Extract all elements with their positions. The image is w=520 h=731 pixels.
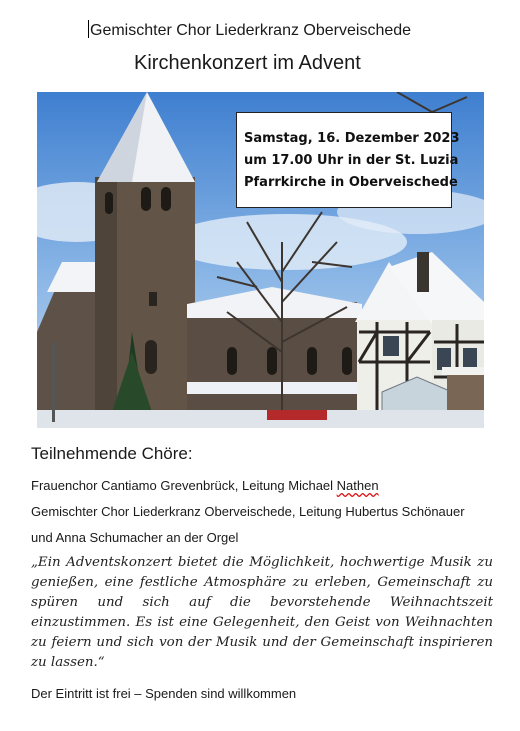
- event-details-box: [236, 112, 460, 208]
- advent-quote: „Ein Adventskonzert bietet die Möglichkeit, hochwertige Musik zu genießen, eine festliche Atmosphäre zu erleben, Gemeinschaft zu spüren und sich auf die bevorstehende Weihnachtszeit einzustimmen. Es ist eine Gelegenheit, den Geist von Weihnachten zu feiern und sich von der Musik und der Gemeinschaft inspirieren zu lassen.“: [31, 555, 493, 670]
- choir-line-2: Gemischter Chor Liederkranz Oberveischede, Leitung Hubertus Schönauer: [31, 504, 465, 519]
- choir-line-1: [31, 478, 379, 493]
- event-time-location: um 17.00 Uhr in der St. Luzia: [244, 153, 459, 168]
- conductor-name-misspelled: Nathen: [336, 478, 379, 493]
- organization-heading: [88, 20, 411, 40]
- organization-text: Gemischter Chor Liederkranz Oberveischede: [90, 22, 412, 39]
- participants-heading: Teilnehmende Chöre:: [31, 444, 193, 463]
- text-cursor: [88, 20, 89, 38]
- choir-line-3: und Anna Schumacher an der Orgel: [31, 530, 239, 545]
- choir-line-1-text: Frauenchor Cantiamo Grevenbrück, Leitung Michael: [31, 478, 337, 493]
- page-title: Kirchenkonzert im Advent: [134, 52, 361, 74]
- event-date: Samstag, 16. Dezember 2023: [244, 131, 460, 146]
- admission-note: Der Eintritt ist frei – Spenden sind willkommen: [31, 686, 297, 701]
- event-venue: Pfarrkirche in Oberveischede: [244, 175, 458, 190]
